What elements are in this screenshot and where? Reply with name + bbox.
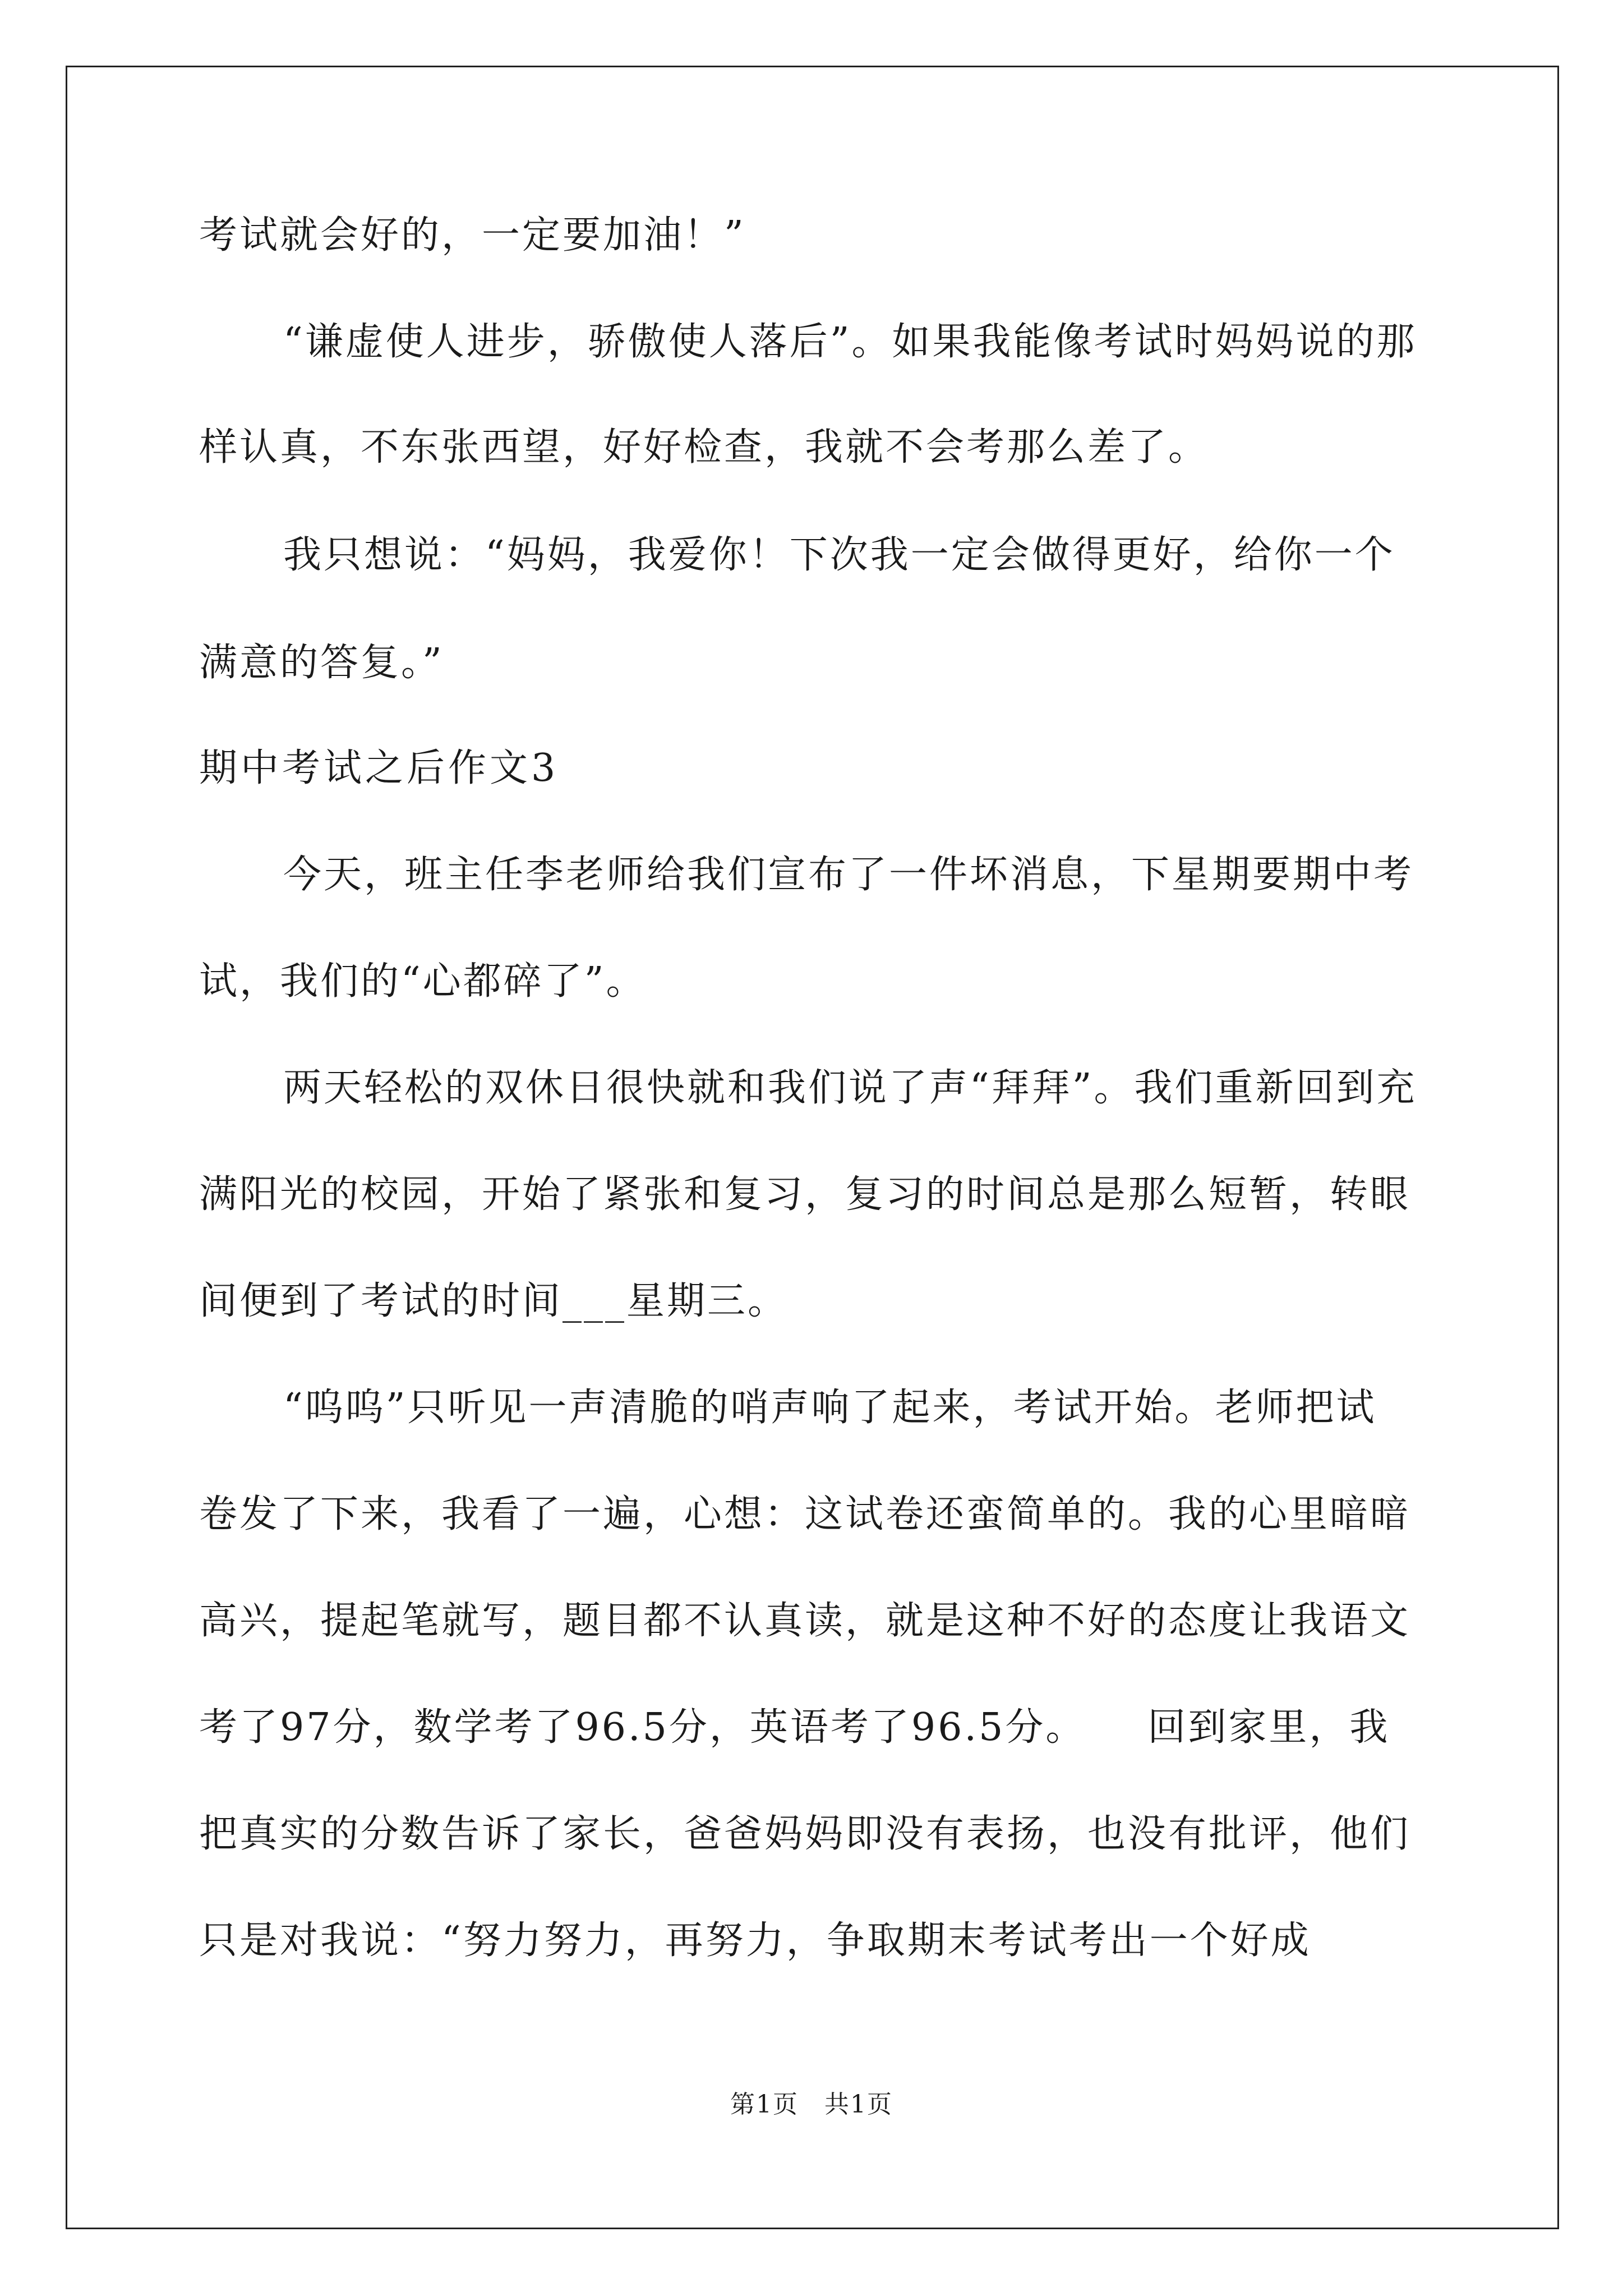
text-line: 把真实的分数告诉了家长，爸爸妈妈即没有表扬，也没有批评，他们 — [199, 1812, 1411, 1856]
text-line: 满阳光的校园，开始了紧张和复习，复习的时间总是那么短暂，转眼 — [199, 1172, 1411, 1217]
text-line: 试，我们的“心都碎了”。 — [199, 959, 647, 1004]
text-line: 考试就会好的，一定要加油！” — [199, 213, 746, 257]
page-border — [66, 66, 1559, 2229]
text-line: 满意的答复。” — [199, 641, 444, 685]
page-number: 第1页 共1页 — [730, 2090, 893, 2119]
text-line: “谦虚使人进步，骄傲使人落后”。如果我能像考试时妈妈说的那 — [283, 320, 1417, 364]
text-line: 样认真，不东张西望，好好检查，我就不会考那么差了。 — [199, 425, 1209, 470]
text-line: 考了97分，数学考了96.5分，英语考了96.5分。 回到家里，我 — [199, 1705, 1390, 1750]
text-line: 今天，班主任李老师给我们宣布了一件坏消息，下星期要期中考 — [283, 853, 1414, 897]
text-line: 间便到了考试的时间___星期三。 — [199, 1279, 789, 1323]
text-line: 只是对我说：“努力努力，再努力，争取期末考试考出一个好成 — [199, 1918, 1311, 1963]
text-line: “呜呜”只听见一声清脆的哨声响了起来，考试开始。老师把试 — [283, 1386, 1377, 1430]
text-line: 两天轻松的双休日很快就和我们说了声“拜拜”。我们重新回到充 — [283, 1066, 1417, 1110]
section-heading: 期中考试之后作文3 — [199, 746, 559, 790]
text-line: 我只想说：“妈妈，我爱你！下次我一定会做得更好，给你一个 — [283, 533, 1395, 577]
text-line: 高兴，提起笔就写，题目都不认真读，就是这种不好的态度让我语文 — [199, 1599, 1411, 1643]
text-line: 卷发了下来，我看了一遍，心想：这试卷还蛮简单的。我的心里暗暗 — [199, 1492, 1411, 1536]
